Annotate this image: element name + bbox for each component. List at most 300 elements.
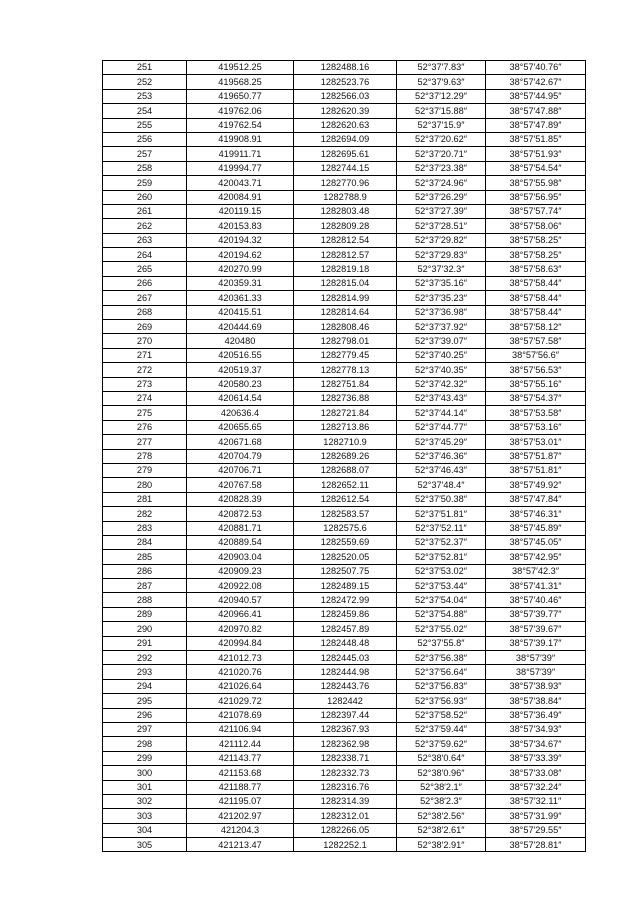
point-number-cell: 297 — [103, 722, 187, 736]
y-coordinate-cell: 1282798.01 — [294, 334, 397, 348]
point-number-cell: 261 — [103, 204, 187, 218]
table-row — [103, 463, 586, 477]
longitude-cell: 38°57′53.01″ — [486, 435, 586, 449]
x-coordinate-cell: 420872.53 — [187, 507, 294, 521]
longitude-cell: 38°57′58.63″ — [486, 262, 586, 276]
y-coordinate-cell: 1282362.98 — [294, 737, 397, 751]
y-coordinate-cell: 1282266.05 — [294, 823, 397, 837]
y-coordinate-cell: 1282620.39 — [294, 104, 397, 118]
latitude-cell: 52°37′35.16″ — [397, 276, 486, 290]
point-number-cell: 289 — [103, 607, 187, 621]
x-coordinate-cell: 419762.06 — [187, 104, 294, 118]
longitude-cell: 38°57′54.54″ — [486, 161, 586, 175]
point-number-cell: 283 — [103, 521, 187, 535]
x-coordinate-cell: 419512.25 — [187, 61, 294, 75]
point-number-cell: 279 — [103, 463, 187, 477]
point-number-cell: 258 — [103, 161, 187, 175]
x-coordinate-cell: 420909.23 — [187, 564, 294, 578]
point-number-cell: 288 — [103, 593, 187, 607]
point-number-cell: 276 — [103, 420, 187, 434]
latitude-cell: 52°37′23.38″ — [397, 161, 486, 175]
y-coordinate-cell: 1282694.09 — [294, 132, 397, 146]
latitude-cell: 52°37′40.25″ — [397, 348, 486, 362]
y-coordinate-cell: 1282523.76 — [294, 75, 397, 89]
latitude-cell: 52°37′29.83″ — [397, 248, 486, 262]
latitude-cell: 52°37′15.88″ — [397, 104, 486, 118]
point-number-cell: 294 — [103, 679, 187, 693]
x-coordinate-cell: 420940.57 — [187, 593, 294, 607]
longitude-cell: 38°57′57.58″ — [486, 334, 586, 348]
longitude-cell: 38°57′58.44″ — [486, 305, 586, 319]
latitude-cell: 52°37′46.43″ — [397, 463, 486, 477]
table-row — [103, 61, 586, 75]
longitude-cell: 38°57′32.11″ — [486, 794, 586, 808]
y-coordinate-cell: 1282612.54 — [294, 492, 397, 506]
longitude-cell: 38°57′58.44″ — [486, 291, 586, 305]
table-row — [103, 334, 586, 348]
y-coordinate-cell: 1282252.1 — [294, 838, 397, 852]
point-number-cell: 298 — [103, 737, 187, 751]
y-coordinate-cell: 1282788.9 — [294, 190, 397, 204]
x-coordinate-cell: 420084.91 — [187, 190, 294, 204]
longitude-cell: 38°57′32.24″ — [486, 780, 586, 794]
point-number-cell: 273 — [103, 377, 187, 391]
latitude-cell: 52°37′44.77″ — [397, 420, 486, 434]
y-coordinate-cell: 1282713.86 — [294, 420, 397, 434]
longitude-cell: 38°57′51.81″ — [486, 463, 586, 477]
point-number-cell: 256 — [103, 132, 187, 146]
longitude-cell: 38°57′58.25″ — [486, 233, 586, 247]
point-number-cell: 295 — [103, 694, 187, 708]
x-coordinate-cell: 421012.73 — [187, 651, 294, 665]
latitude-cell: 52°37′55.02″ — [397, 622, 486, 636]
point-number-cell: 302 — [103, 794, 187, 808]
table-row — [103, 478, 586, 492]
table-row — [103, 161, 586, 175]
y-coordinate-cell: 1282736.88 — [294, 391, 397, 405]
latitude-cell: 52°37′20.71″ — [397, 147, 486, 161]
longitude-cell: 38°57′44.95″ — [486, 89, 586, 103]
table-row — [103, 118, 586, 132]
table-row — [103, 89, 586, 103]
table-row — [103, 823, 586, 837]
table-row — [103, 507, 586, 521]
x-coordinate-cell: 420194.62 — [187, 248, 294, 262]
table-row — [103, 535, 586, 549]
point-number-cell: 299 — [103, 751, 187, 765]
y-coordinate-cell: 1282808.46 — [294, 320, 397, 334]
latitude-cell: 52°38′2.3″ — [397, 794, 486, 808]
table-row — [103, 593, 586, 607]
point-number-cell: 284 — [103, 535, 187, 549]
point-number-cell: 282 — [103, 507, 187, 521]
y-coordinate-cell: 1282397.44 — [294, 708, 397, 722]
latitude-cell: 52°38′0.96″ — [397, 766, 486, 780]
latitude-cell: 52°37′56.38″ — [397, 651, 486, 665]
y-coordinate-cell: 1282489.15 — [294, 579, 397, 593]
point-number-cell: 287 — [103, 579, 187, 593]
longitude-cell: 38°57′41.31″ — [486, 579, 586, 593]
table-row — [103, 391, 586, 405]
x-coordinate-cell: 420903.04 — [187, 550, 294, 564]
latitude-cell: 52°37′52.37″ — [397, 535, 486, 549]
longitude-cell: 38°57′42.67″ — [486, 75, 586, 89]
longitude-cell: 38°57′29.55″ — [486, 823, 586, 837]
point-number-cell: 278 — [103, 449, 187, 463]
y-coordinate-cell: 1282338.71 — [294, 751, 397, 765]
longitude-cell: 38°57′58.12″ — [486, 320, 586, 334]
longitude-cell: 38°57′36.49″ — [486, 708, 586, 722]
latitude-cell: 52°37′44.14″ — [397, 406, 486, 420]
table-row — [103, 291, 586, 305]
table-row — [103, 104, 586, 118]
longitude-cell: 38°57′42.95″ — [486, 550, 586, 564]
x-coordinate-cell: 421112.44 — [187, 737, 294, 751]
x-coordinate-cell: 420043.71 — [187, 176, 294, 190]
latitude-cell: 52°37′56.64″ — [397, 665, 486, 679]
y-coordinate-cell: 1282472.99 — [294, 593, 397, 607]
point-number-cell: 252 — [103, 75, 187, 89]
y-coordinate-cell: 1282809.28 — [294, 219, 397, 233]
x-coordinate-cell: 420194.32 — [187, 233, 294, 247]
latitude-cell: 52°37′52.11″ — [397, 521, 486, 535]
table-row — [103, 363, 586, 377]
x-coordinate-cell: 420922.08 — [187, 579, 294, 593]
y-coordinate-cell: 1282442 — [294, 694, 397, 708]
y-coordinate-cell: 1282443.76 — [294, 679, 397, 693]
table-row — [103, 305, 586, 319]
table-row — [103, 233, 586, 247]
point-number-cell: 286 — [103, 564, 187, 578]
longitude-cell: 38°57′58.44″ — [486, 276, 586, 290]
longitude-cell: 38°57′57.74″ — [486, 204, 586, 218]
longitude-cell: 38°57′53.58″ — [486, 406, 586, 420]
latitude-cell: 52°37′15.9″ — [397, 118, 486, 132]
longitude-cell: 38°57′47.89″ — [486, 118, 586, 132]
longitude-cell: 38°57′40.76″ — [486, 61, 586, 75]
longitude-cell: 38°57′39″ — [486, 665, 586, 679]
latitude-cell: 52°37′12.29″ — [397, 89, 486, 103]
x-coordinate-cell: 421202.97 — [187, 809, 294, 823]
y-coordinate-cell: 1282778.13 — [294, 363, 397, 377]
point-number-cell: 277 — [103, 435, 187, 449]
latitude-cell: 52°37′59.62″ — [397, 737, 486, 751]
x-coordinate-cell: 421213.47 — [187, 838, 294, 852]
table-row — [103, 622, 586, 636]
table-row — [103, 248, 586, 262]
point-number-cell: 264 — [103, 248, 187, 262]
latitude-cell: 52°37′9.63″ — [397, 75, 486, 89]
point-number-cell: 266 — [103, 276, 187, 290]
table-row — [103, 579, 586, 593]
latitude-cell: 52°37′20.62″ — [397, 132, 486, 146]
latitude-cell: 52°37′56.83″ — [397, 679, 486, 693]
y-coordinate-cell: 1282695.61 — [294, 147, 397, 161]
table-row — [103, 377, 586, 391]
x-coordinate-cell: 421078.69 — [187, 708, 294, 722]
latitude-cell: 52°37′53.44″ — [397, 579, 486, 593]
table-row — [103, 320, 586, 334]
y-coordinate-cell: 1282770.96 — [294, 176, 397, 190]
x-coordinate-cell: 421153.68 — [187, 766, 294, 780]
table-row — [103, 420, 586, 434]
point-number-cell: 268 — [103, 305, 187, 319]
x-coordinate-cell: 420516.55 — [187, 348, 294, 362]
longitude-cell: 38°57′33.39″ — [486, 751, 586, 765]
latitude-cell: 52°37′56.93″ — [397, 694, 486, 708]
y-coordinate-cell: 1282507.75 — [294, 564, 397, 578]
latitude-cell: 52°37′53.02″ — [397, 564, 486, 578]
x-coordinate-cell: 419911.71 — [187, 147, 294, 161]
longitude-cell: 38°57′53.16″ — [486, 420, 586, 434]
x-coordinate-cell: 420767.58 — [187, 478, 294, 492]
longitude-cell: 38°57′55.98″ — [486, 176, 586, 190]
longitude-cell: 38°57′49.92″ — [486, 478, 586, 492]
x-coordinate-cell: 420361.33 — [187, 291, 294, 305]
latitude-cell: 52°37′32.3″ — [397, 262, 486, 276]
y-coordinate-cell: 1282688.07 — [294, 463, 397, 477]
point-number-cell: 281 — [103, 492, 187, 506]
y-coordinate-cell: 1282744.15 — [294, 161, 397, 175]
point-number-cell: 260 — [103, 190, 187, 204]
point-number-cell: 263 — [103, 233, 187, 247]
longitude-cell: 38°57′34.67″ — [486, 737, 586, 751]
longitude-cell: 38°57′56.6″ — [486, 348, 586, 362]
x-coordinate-cell: 419994.77 — [187, 161, 294, 175]
point-number-cell: 274 — [103, 391, 187, 405]
latitude-cell: 52°37′26.29″ — [397, 190, 486, 204]
latitude-cell: 52°37′37.92″ — [397, 320, 486, 334]
longitude-cell: 38°57′34.93″ — [486, 722, 586, 736]
longitude-cell: 38°57′40.46″ — [486, 593, 586, 607]
x-coordinate-cell: 421188.77 — [187, 780, 294, 794]
x-coordinate-cell: 420881.71 — [187, 521, 294, 535]
point-number-cell: 265 — [103, 262, 187, 276]
latitude-cell: 52°37′39.07″ — [397, 334, 486, 348]
longitude-cell: 38°57′39.67″ — [486, 622, 586, 636]
latitude-cell: 52°38′2.56″ — [397, 809, 486, 823]
x-coordinate-cell: 420153.83 — [187, 219, 294, 233]
point-number-cell: 259 — [103, 176, 187, 190]
longitude-cell: 38°57′51.85″ — [486, 132, 586, 146]
x-coordinate-cell: 420636.4 — [187, 406, 294, 420]
table-row — [103, 276, 586, 290]
table-row — [103, 780, 586, 794]
y-coordinate-cell: 1282314.39 — [294, 794, 397, 808]
y-coordinate-cell: 1282520.05 — [294, 550, 397, 564]
y-coordinate-cell: 1282814.64 — [294, 305, 397, 319]
latitude-cell: 52°37′50.38″ — [397, 492, 486, 506]
table-row — [103, 435, 586, 449]
y-coordinate-cell: 1282444.98 — [294, 665, 397, 679]
table-row — [103, 75, 586, 89]
x-coordinate-cell: 420889.54 — [187, 535, 294, 549]
longitude-cell: 38°57′58.06″ — [486, 219, 586, 233]
point-number-cell: 257 — [103, 147, 187, 161]
point-number-cell: 272 — [103, 363, 187, 377]
table-row — [103, 607, 586, 621]
x-coordinate-cell: 421195.07 — [187, 794, 294, 808]
x-coordinate-cell: 420480 — [187, 334, 294, 348]
point-number-cell: 262 — [103, 219, 187, 233]
y-coordinate-cell: 1282559.69 — [294, 535, 397, 549]
y-coordinate-cell: 1282819.18 — [294, 262, 397, 276]
latitude-cell: 52°37′54.88″ — [397, 607, 486, 621]
y-coordinate-cell: 1282448.48 — [294, 636, 397, 650]
table-row — [103, 708, 586, 722]
y-coordinate-cell: 1282710.9 — [294, 435, 397, 449]
y-coordinate-cell: 1282316.76 — [294, 780, 397, 794]
latitude-cell: 52°38′2.91″ — [397, 838, 486, 852]
longitude-cell: 38°57′51.93″ — [486, 147, 586, 161]
point-number-cell: 270 — [103, 334, 187, 348]
point-number-cell: 291 — [103, 636, 187, 650]
table-row — [103, 737, 586, 751]
longitude-cell: 38°57′55.16″ — [486, 377, 586, 391]
table-row — [103, 348, 586, 362]
table-row — [103, 147, 586, 161]
x-coordinate-cell: 421020.76 — [187, 665, 294, 679]
latitude-cell: 52°37′58.52″ — [397, 708, 486, 722]
point-number-cell: 254 — [103, 104, 187, 118]
latitude-cell: 52°37′40.35″ — [397, 363, 486, 377]
longitude-cell: 38°57′47.88″ — [486, 104, 586, 118]
y-coordinate-cell: 1282488.16 — [294, 61, 397, 75]
longitude-cell: 38°57′46.31″ — [486, 507, 586, 521]
x-coordinate-cell: 421029.72 — [187, 694, 294, 708]
table-row — [103, 176, 586, 190]
point-number-cell: 293 — [103, 665, 187, 679]
longitude-cell: 38°57′38.84″ — [486, 694, 586, 708]
longitude-cell: 38°57′58.25″ — [486, 248, 586, 262]
y-coordinate-cell: 1282652.11 — [294, 478, 397, 492]
point-number-cell: 303 — [103, 809, 187, 823]
point-number-cell: 255 — [103, 118, 187, 132]
latitude-cell: 52°37′43.43″ — [397, 391, 486, 405]
table-row — [103, 838, 586, 852]
point-number-cell: 271 — [103, 348, 187, 362]
table-row — [103, 665, 586, 679]
latitude-cell: 52°37′55.8″ — [397, 636, 486, 650]
point-number-cell: 253 — [103, 89, 187, 103]
latitude-cell: 52°37′46.36″ — [397, 449, 486, 463]
y-coordinate-cell: 1282583.57 — [294, 507, 397, 521]
latitude-cell: 52°37′35.23″ — [397, 291, 486, 305]
point-number-cell: 251 — [103, 61, 187, 75]
table-row — [103, 190, 586, 204]
table-row — [103, 449, 586, 463]
x-coordinate-cell: 420614.54 — [187, 391, 294, 405]
x-coordinate-cell: 421106.94 — [187, 722, 294, 736]
point-number-cell: 275 — [103, 406, 187, 420]
table-row — [103, 219, 586, 233]
x-coordinate-cell: 420966.41 — [187, 607, 294, 621]
point-number-cell: 269 — [103, 320, 187, 334]
y-coordinate-cell: 1282457.89 — [294, 622, 397, 636]
x-coordinate-cell: 420519.37 — [187, 363, 294, 377]
y-coordinate-cell: 1282751.84 — [294, 377, 397, 391]
point-number-cell: 285 — [103, 550, 187, 564]
latitude-cell: 52°37′52.81″ — [397, 550, 486, 564]
table-row — [103, 492, 586, 506]
x-coordinate-cell: 420970.82 — [187, 622, 294, 636]
longitude-cell: 38°57′39″ — [486, 651, 586, 665]
point-number-cell: 300 — [103, 766, 187, 780]
latitude-cell: 52°37′36.98″ — [397, 305, 486, 319]
y-coordinate-cell: 1282812.57 — [294, 248, 397, 262]
x-coordinate-cell: 420828.39 — [187, 492, 294, 506]
longitude-cell: 38°57′31.99″ — [486, 809, 586, 823]
longitude-cell: 38°57′47.84″ — [486, 492, 586, 506]
latitude-cell: 52°37′45.29″ — [397, 435, 486, 449]
table-row — [103, 204, 586, 218]
point-number-cell: 301 — [103, 780, 187, 794]
x-coordinate-cell: 421204.3 — [187, 823, 294, 837]
y-coordinate-cell: 1282367.93 — [294, 722, 397, 736]
point-number-cell: 290 — [103, 622, 187, 636]
point-number-cell: 304 — [103, 823, 187, 837]
coordinates-table — [102, 60, 586, 852]
y-coordinate-cell: 1282803.48 — [294, 204, 397, 218]
point-number-cell: 280 — [103, 478, 187, 492]
point-number-cell: 292 — [103, 651, 187, 665]
latitude-cell: 52°37′48.4″ — [397, 478, 486, 492]
y-coordinate-cell: 1282815.04 — [294, 276, 397, 290]
table-row — [103, 564, 586, 578]
x-coordinate-cell: 420359.31 — [187, 276, 294, 290]
longitude-cell: 38°57′56.95″ — [486, 190, 586, 204]
x-coordinate-cell: 419650.77 — [187, 89, 294, 103]
longitude-cell: 38°57′33.08″ — [486, 766, 586, 780]
latitude-cell: 52°37′7.83″ — [397, 61, 486, 75]
table-row — [103, 550, 586, 564]
y-coordinate-cell: 1282812.54 — [294, 233, 397, 247]
x-coordinate-cell: 420270.99 — [187, 262, 294, 276]
x-coordinate-cell: 420415.51 — [187, 305, 294, 319]
x-coordinate-cell: 421143.77 — [187, 751, 294, 765]
table-row — [103, 262, 586, 276]
x-coordinate-cell: 420580.23 — [187, 377, 294, 391]
longitude-cell: 38°57′45.89″ — [486, 521, 586, 535]
latitude-cell: 52°37′42.32″ — [397, 377, 486, 391]
x-coordinate-cell: 420994.84 — [187, 636, 294, 650]
y-coordinate-cell: 1282779.45 — [294, 348, 397, 362]
latitude-cell: 52°37′24.96″ — [397, 176, 486, 190]
y-coordinate-cell: 1282575.6 — [294, 521, 397, 535]
latitude-cell: 52°37′54.04″ — [397, 593, 486, 607]
x-coordinate-cell: 419908.91 — [187, 132, 294, 146]
table-row — [103, 132, 586, 146]
table-row — [103, 751, 586, 765]
longitude-cell: 38°57′51.87″ — [486, 449, 586, 463]
coordinates-table-body — [103, 61, 586, 852]
table-row — [103, 679, 586, 693]
x-coordinate-cell: 420119.15 — [187, 204, 294, 218]
latitude-cell: 52°37′27.39″ — [397, 204, 486, 218]
x-coordinate-cell: 419568.25 — [187, 75, 294, 89]
longitude-cell: 38°57′56.53″ — [486, 363, 586, 377]
table-row — [103, 694, 586, 708]
table-row — [103, 766, 586, 780]
table-row — [103, 794, 586, 808]
table-row — [103, 809, 586, 823]
y-coordinate-cell: 1282620.63 — [294, 118, 397, 132]
x-coordinate-cell: 420671.68 — [187, 435, 294, 449]
x-coordinate-cell: 420444.69 — [187, 320, 294, 334]
table-row — [103, 636, 586, 650]
table-row — [103, 651, 586, 665]
table-row — [103, 406, 586, 420]
